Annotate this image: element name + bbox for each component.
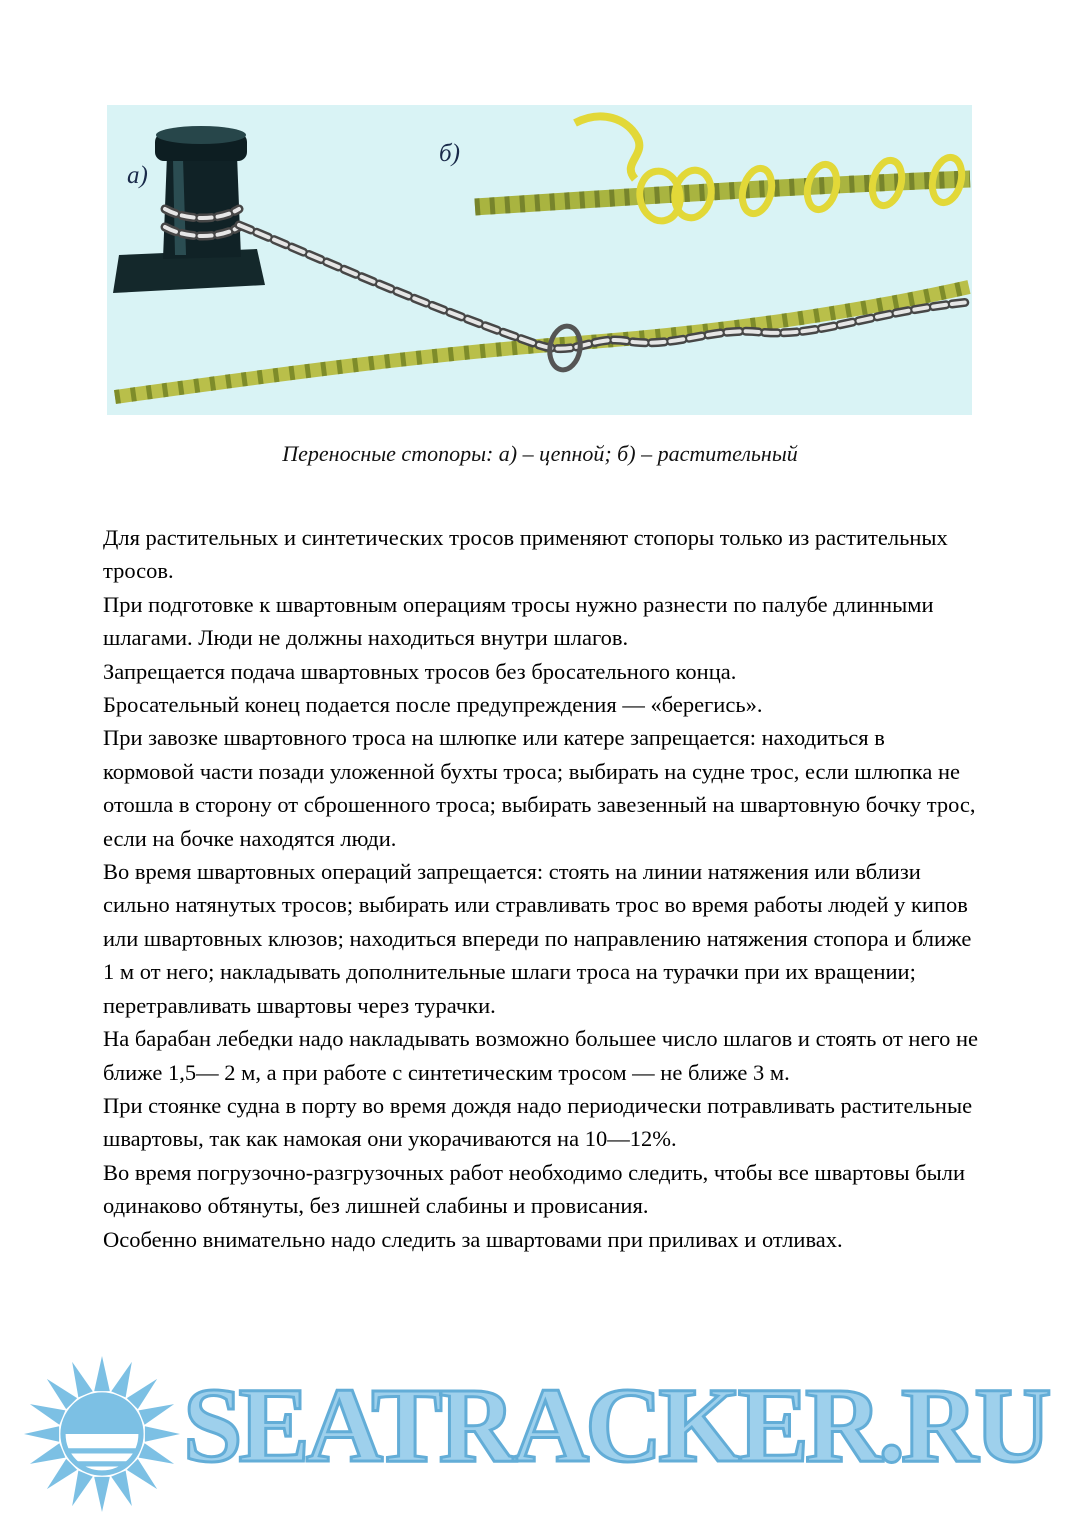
paragraph: Для растительных и синтетических тросов применяют стопоры только из растительных тросов.	[103, 525, 948, 584]
paragraph: На барабан лебедки надо накладывать возможно большее число шлагов и стоять от него не ближе 1,5— 2 м, а при работе с синтетическим тросом — не ближе 3 м.	[103, 1026, 979, 1085]
paragraph: Бросательный конец подается после предупреждения — «берегись».	[103, 692, 763, 718]
stopper-figure	[107, 105, 972, 415]
paragraph: Во время швартовных операций запрещается: стоять на линии натяжения или вблизи сильно натянутых тросов; выбирать или стравливать трос во время работы людей у кипов или швартовных клюзов; находиться впереди по направлению натяжения стопора и ближе 1 м от него; накладывать дополнительные шлаги троса на турачки при их вращении; перетравливать швартовы через турачки.	[103, 859, 972, 1018]
body-text	[103, 521, 981, 1256]
paragraph: Особенно внимательно надо следить за швартовами при приливах и отливах.	[103, 1226, 843, 1252]
watermark-text: SEATRACKER.RU	[183, 1367, 1048, 1485]
watermark	[0, 1350, 1080, 1515]
paragraph: Во время погрузочно-разгрузочных работ необходимо следить, чтобы все швартовы были одинаково обтянуты, без лишней слабины и провисания.	[103, 1159, 966, 1219]
figure-label-b: б)	[439, 140, 460, 167]
paragraph: При подготовке к швартовным операциям тросы нужно разнести по палубе длинными шлагами. Люди не должны находиться внутри шлагов.	[103, 591, 934, 651]
paragraph: Запрещается подача швартовных тросов без бросательного конца.	[103, 658, 737, 684]
paragraph: При стоянке судна в порту во время дождя надо периодически потравливать растительные швартовы, так как намокая они укорачиваются на 10—12%.	[103, 1092, 973, 1152]
stopper-illustration	[107, 105, 972, 415]
figure-label-a: а)	[127, 162, 148, 189]
sun-icon	[18, 1356, 186, 1512]
paragraph: При завозке швартовного троса на шлюпке или катере запрещается: находиться в кормовой части позади уложенной бухты троса; выбирать на судне трос, если шлюпка не отошла в сторону от сброшенного троса; выбирать завезенный на швартовную бочку трос, если на бочке находятся люди.	[103, 725, 976, 851]
figure-caption: Переносные стопоры: а) – цепной; б) – растительный	[282, 441, 798, 466]
